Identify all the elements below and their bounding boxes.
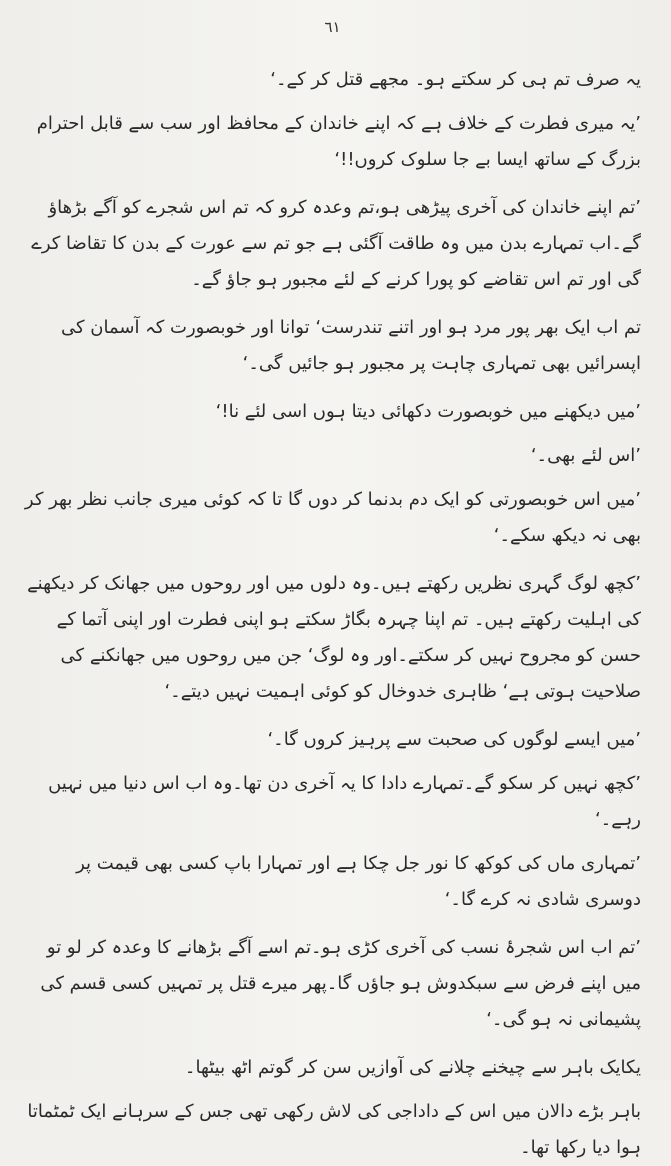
page-number: ٦١	[324, 18, 341, 36]
paragraph: ’میں اس خوبصورتی کو ایک دم بدنما کر دوں گا تا کہ کوئی میری جانب نظر بھر کر بھی نہ دیکھ سکے۔‘	[24, 489, 641, 546]
paragraph: ’اس لئے بھی۔‘	[530, 445, 641, 466]
paragraph: تم اب ایک بھر پور مرد ہو اور اتنے تندرست‘ توانا اور خوبصورت کہ آسمان کی اپسرائیں بھی تمہاری چاہت پر مجبور ہو جائیں گی۔‘	[60, 317, 641, 374]
paragraph: ’تم اب اس شجرۂ نسب کی آخری کڑی ہو۔تم اسے آگے بڑھانے کا وعدہ کر لو تو میں اپنے فرض سے سبکدوش ہو جاؤں گا۔پھر میرے قتل پر تمہیں کسی قسم کی پشیمانی نہ ہو گی۔‘	[40, 937, 641, 1030]
paragraph: ’کچھ نہیں کر سکو گے۔تمہارے دادا کا یہ آخری دن تھا۔وہ اب اس دنیا میں نہیں رہے۔‘	[48, 773, 641, 830]
page-text	[24, 62, 641, 1166]
paragraph: یہ صرف تم ہی کر سکتے ہو۔ مجھے قتل کر کے۔‘	[270, 69, 641, 90]
paragraph: ’تمہاری ماں کی کوکھ کا نور جل چکا ہے اور تمہارا باپ کسی بھی قیمت پر دوسری شادی نہ کرے گا۔‘	[76, 853, 641, 910]
paragraph: ’یہ میری فطرت کے خلاف ہے کہ اپنے خاندان کے محافظ اور سب سے قابل احترام بزرگ کے ساتھ ایسا بے جا سلوک کروں!!‘	[36, 113, 641, 170]
paragraph: باہر بڑے دالان میں اس کے داداجی کی لاش رکھی تھی جس کے سرہانے ایک ٹمٹماتا ہوا دیا رکھا تھا۔	[27, 1101, 641, 1158]
paragraph: ’میں ایسے لوگوں کی صحبت سے پرہیز کروں گا۔‘	[267, 729, 641, 750]
paragraph: ’کچھ لوگ گہری نظریں رکھتے ہیں۔وہ دلوں میں اور روحوں میں جھانک کر دیکھنے کی اہلیت رکھتے ہیں۔ تم اپنا چہرہ بگاڑ سکتے ہو اپنی فطرت اور اپنی آتما کے حسن کو مجروح نہیں کر سکتے۔اور وہ لوگ‘ جن میں روحوں میں جھانکنے کی صلاحیت ہوتی ہے‘ ظاہری خدوخال کو کوئی اہمیت نہیں دیتے۔‘	[27, 573, 641, 702]
paragraph: ’تم اپنے خاندان کی آخری پیڑھی ہو،تم وعدہ کرو کہ تم اس شجرے کو آگے بڑھاؤ گے۔اب تمہارے بدن میں وہ طاقت آگئی ہے جو تم سے عورت کے بدن کا تقاضا کرے گی اور تم اس تقاضے کو پورا کرنے کے لئے مجبور ہو جاؤ گے۔	[31, 197, 641, 290]
paragraph: یکایک باہر سے چیخنے چلانے کی آوازیں سن کر گوتم اٹھ بیٹھا۔	[184, 1057, 641, 1078]
paragraph: ’میں دیکھنے میں خوبصورت دکھائی دیتا ہوں اسی لئے نا!‘	[215, 401, 641, 422]
